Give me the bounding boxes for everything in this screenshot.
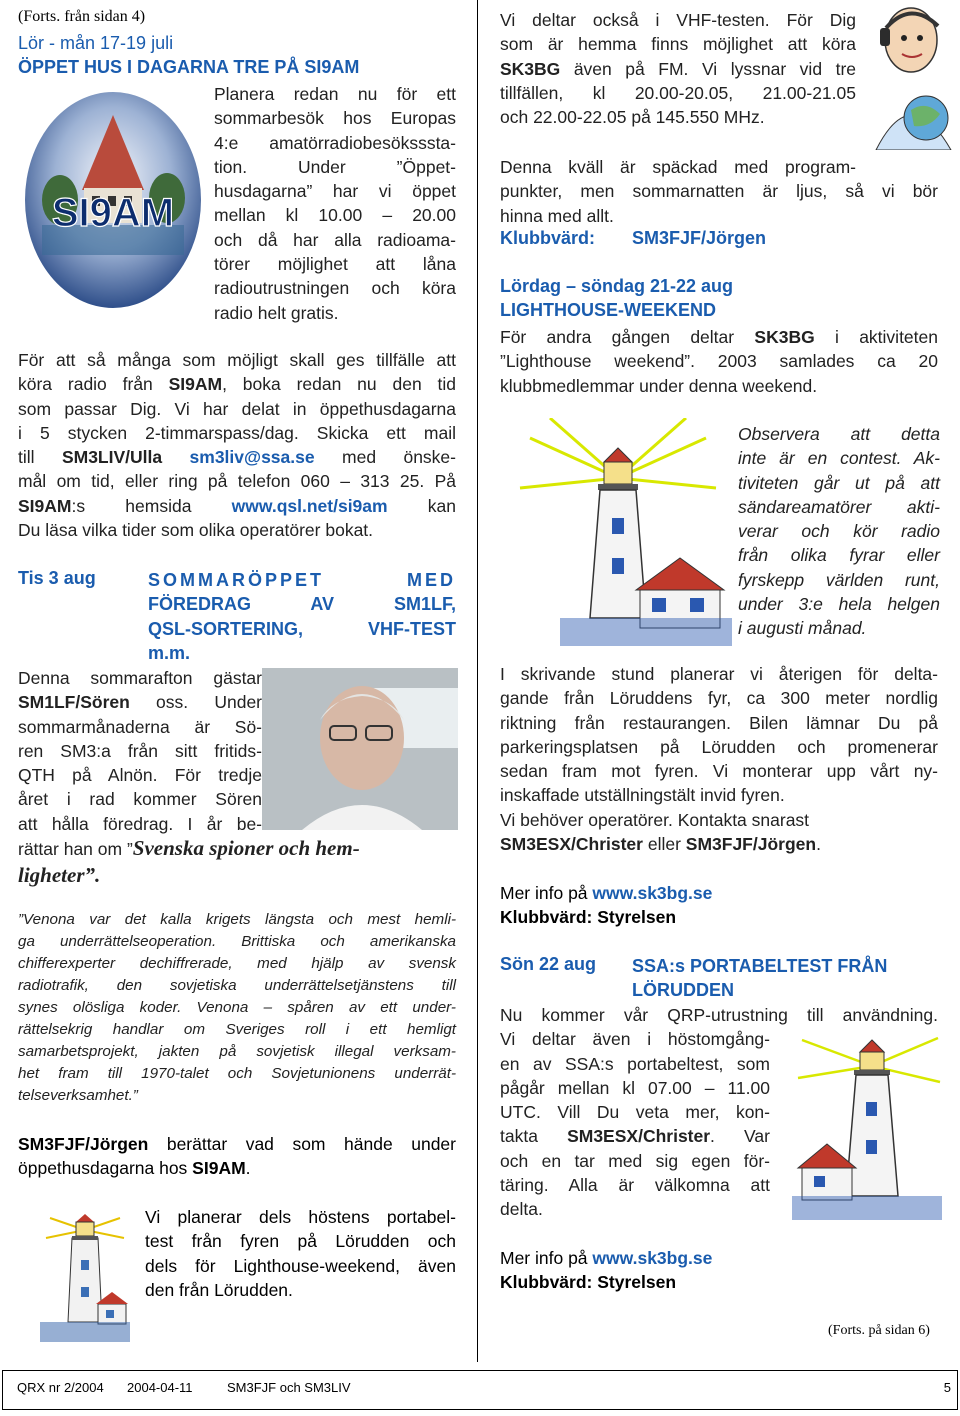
lighthouse-portable-icon [792,1026,942,1222]
continued-from: (Forts. från sidan 4) [18,8,146,25]
host-value-1: SM3FJF/Jörgen [632,228,767,248]
more-info-2: Mer info på www.sk3bg.se [500,1248,713,1268]
footer-issue: QRX nr 2/2004 [17,1380,104,1395]
portable-paragraph: Nu kommer vår QRP-utrustning till användning. Vi deltar även i höstomgång- en av SSA:s portabeltest, som pågår mellan kl 07.00 – 11.00 UTC. Vill Du veta mer, kon- takta SM3ESX/Christer. Var och en tar med sig egen för- täring. Alla är välkomna att delta. [500,1005,938,1220]
sk3bg-link-2[interactable]: www.sk3bg.se [592,1248,713,1268]
lighthouse-large-icon [500,418,732,650]
continued-to: (Forts. på sidan 6) [828,1323,930,1338]
portable-date: Sön 22 aug [500,954,597,974]
column-divider [477,0,478,1362]
soren-paragraph: Denna sommarafton gästar SM1LF/Sören oss. Under sommarmånaderna är Sö- ren SM3:a från sitt fritids- QTH på Alnön. För tredje året i rad kommer Sören att hålla föredrag. I år be- rättar han om ”Svenska spioner och hem- ligheter”. [18,668,360,888]
lighthouse-small-icon [40,1212,130,1342]
more-info-1: Mer info på www.sk3bg.se [500,883,713,903]
host-2: Klubbvärd: Styrelsen [500,907,677,927]
observe-note: Observera att detta inte är en contest. Ak- tiviteten går ut på att sändareamatörer akti- verar och kör radio från olika fyrar eller fyrskepp världen runt, under 3:e hela helgen i augusti månad. [738,424,940,639]
page-footer [2,1370,958,1410]
planning-paragraph: I skrivande stund planerar vi återigen för delta- gande från Löruddens fyr, ca 300 meter nordlig riktning från restaurangen. Bilen lämnar Du på parkeringsplatsen på Lörudden och promenerar sedan fram mot fyren. Vi monterar upp vårt ny- inskaffade utställningstält invid fyren. Vi behöver operatörer. Kontakta snarast SM3ESX/Christer eller SM3FJF/Jörgen. [500,664,938,855]
intro-paragraph: Planera redan nu för ett sommarbesök hos Europas 4:e amatörradiobesöksssta- tion. Under ”Öppet- husdagarna” har vi öppet mellan kl 10.00 – 20.00 och då har alla radioama- törer möjlighet att låna radioutrustningen och köra radio helt gratis. [214,84,456,323]
venona-quote: ”Venona var det kalla krigets längsta och mest hemli- ga underrättelseoperation. Brittiska och amerikanska chifferexperter dechiffrerade, med hjälp av svensk radiotrafik, den sovjetiska underrättelsetjänstens till synes olösliga koder. Venona – spåren av ett under- rättelsekrig handlar om Sveriges roll i ett hemligt samarbetsprojekt, jakten på sovjetisk illegal verksam- het fram till 1970-talet och Sovjetunionens underrät- telseverksamhet.” [18,911,456,1104]
plans-paragraph: Vi planerar dels höstens portabel- test från fyren på Lörudden och dels för Lighthouse-weekend, även den från Lörudden. [145,1207,456,1300]
vhf-paragraph: Vi deltar också i VHF-testen. För Dig som är hemma finns möjlighet att köra SK3BG även på FM. Vi lyssnar vid tre tillfällen, kl 20.00-20.05, 21.00-21.05 och 22.00-22.05 på 145.550 MHz. [500,10,856,128]
jorgen-paragraph: SM3FJF/Jörgen berättar vad som hände under öppethusdagarna hos SI9AM. [18,1134,456,1179]
email-link[interactable]: sm3liv@ssa.se [189,447,315,468]
host-label-1: Klubbvärd: [500,228,596,248]
date-heading: Lör - mån 17-19 juli [18,33,174,53]
sk3bg-link-1[interactable]: www.sk3bg.se [592,883,713,903]
radio-operator-cartoon [856,0,956,150]
portable-title: SSA:s PORTABELTEST FRÅN LÖRUDDEN [632,956,888,1001]
footer-authors: SM3FJF och SM3LIV [227,1380,351,1395]
speaker-photo [262,668,458,830]
evening-paragraph: Denna kväll är späckad med program- punkter, men sommarnatten är ljus, så vi bör hinna med allt. [500,157,938,226]
page-number: 5 [943,1380,951,1395]
lighthouse-title: LIGHTHOUSE-WEEKEND [500,300,716,320]
svg-text:SI9AM: SI9AM [51,191,175,235]
si9am-logo [22,80,204,312]
host-3: Klubbvärd: Styrelsen [500,1272,677,1292]
open-house-heading: ÖPPET HUS I DAGARNA TRE PÅ SI9AM [18,57,360,77]
event-date: Tis 3 aug [18,568,96,588]
lighthouse-paragraph: För andra gången deltar SK3BG i aktiviteten ”Lighthouse weekend”. 2003 samlades ca 20 klubbmedlemmar under denna weekend. [500,327,938,396]
lighthouse-date: Lördag – söndag 21-22 aug [500,276,734,296]
event-title: SOMMARÖPPET MED FÖREDRAG AV SM1LF, QSL-SORTERING, VHF-TEST m.m. [148,570,456,663]
booking-paragraph: För att så många som möjligt skall ges tillfälle att köra radio från SI9AM, boka redan nu den tid som passar Dig. Vi har delat in öppethusdagarna i 5 stycken 2-timmarspass/dag. Skicka ett mail till SM3LIV/Ulla sm3liv@ssa.se med önske- mål om tid, eller ring på telefon 060 – 313 25. På SI9AM:s hemsida www.qsl.net/si9am kan Du läsa vilka tider som olika operatörer bokat. [18,350,457,541]
footer-date: 2004-04-11 [127,1380,193,1395]
homepage-link[interactable]: www.qsl.net/si9am [231,495,388,516]
